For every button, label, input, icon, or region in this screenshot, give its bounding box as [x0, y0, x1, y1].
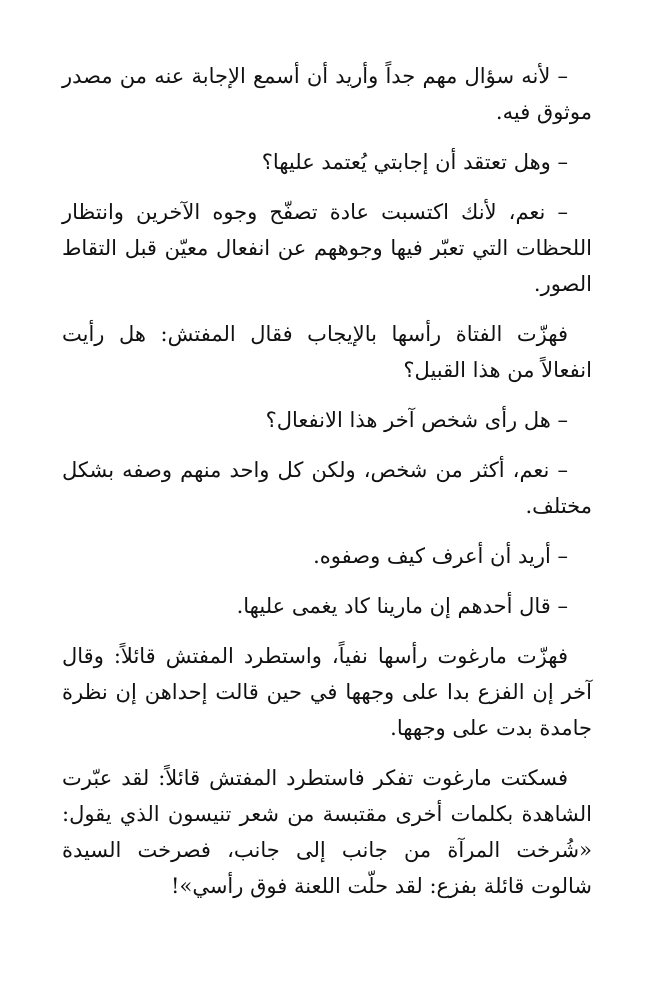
paragraph: – لأنه سؤال مهم جداً وأريد أن أسمع الإجابة عنه من مصدر موثوق فيه.	[62, 64, 592, 124]
paragraph: فهزّت الفتاة رأسها بالإيجاب فقال المفتش: هل رأيت انفعالاً من هذا القبيل؟	[62, 322, 592, 382]
paragraph: – هل رأى شخص آخر هذا الانفعال؟	[265, 408, 568, 432]
paragraph: – أريد أن أعرف كيف وصفوه.	[313, 544, 568, 568]
paragraph: فهزّت مارغوت رأسها نفياً، واستطرد المفتش قائلاً: وقال آخر إن الفزع بدا على وجهها في حين قالت إحداهن إن نظرة جامدة بدت على وجهها.	[62, 644, 592, 740]
paragraph: – قال أحدهم إن مارينا كاد يغمى عليها.	[236, 594, 568, 618]
paragraph: – نعم، أكثر من شخص، ولكن كل واحد منهم وصفه بشكل مختلف.	[62, 458, 592, 518]
paragraph: – نعم، لأنك اكتسبت عادة تصفّح وجوه الآخرين وانتظار اللحظات التي تعبّر فيها وجوههم عن انفعال معيّن قبل التقاط الصور.	[62, 200, 592, 296]
paragraph: – وهل تعتقد أن إجابتي يُعتمد عليها؟	[261, 150, 568, 174]
paragraph: فسكتت مارغوت تفكر فاستطرد المفتش قائلاً: لقد عبّرت الشاهدة بكلمات أخرى مقتبسة من شعر تنيسون الذي يقول: «شُرخت المرآة من جانب إلى جانب، فصرخت السيدة شالوت قائلة بفزع: لقد حلّت اللعنة فوق رأسي»!	[62, 766, 592, 898]
book-page	[62, 58, 592, 918]
